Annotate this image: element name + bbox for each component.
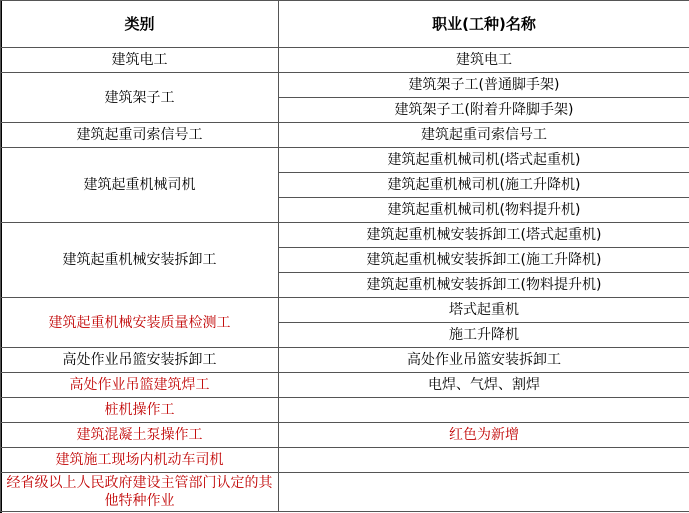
occupation-cell: 施工升降机 bbox=[279, 323, 689, 348]
occupation-cell: 建筑起重司索信号工 bbox=[279, 123, 689, 148]
category-cell-new: 桩机操作工 bbox=[1, 398, 279, 423]
category-cell: 建筑起重机械安装拆卸工 bbox=[1, 223, 279, 298]
table-row bbox=[1, 148, 689, 173]
occupation-cell: 建筑起重机械司机(塔式起重机) bbox=[279, 148, 689, 173]
header-category: 类别 bbox=[1, 1, 279, 48]
header-occupation-name: 职业(工种)名称 bbox=[279, 1, 689, 48]
category-cell-new: 建筑起重机械安装质量检测工 bbox=[1, 298, 279, 348]
occupation-cell bbox=[279, 398, 689, 423]
category-cell: 建筑电工 bbox=[1, 48, 279, 73]
occupation-cell: 电焊、气焊、割焊 bbox=[279, 373, 689, 398]
occupation-cell: 建筑起重机械司机(物料提升机) bbox=[279, 198, 689, 223]
table-row bbox=[1, 398, 689, 423]
table-row bbox=[1, 473, 689, 512]
occupation-cell: 建筑起重机械安装拆卸工(物料提升机) bbox=[279, 273, 689, 298]
category-cell-new: 高处作业吊篮建筑焊工 bbox=[1, 373, 279, 398]
occupation-cell: 建筑起重机械司机(施工升降机) bbox=[279, 173, 689, 198]
table-row bbox=[1, 448, 689, 473]
occupation-cell: 建筑起重机械安装拆卸工(施工升降机) bbox=[279, 248, 689, 273]
category-cell-new: 建筑施工现场内机动车司机 bbox=[1, 448, 279, 473]
category-cell: 建筑架子工 bbox=[1, 73, 279, 123]
category-cell: 建筑起重机械司机 bbox=[1, 148, 279, 223]
occupation-cell: 塔式起重机 bbox=[279, 298, 689, 323]
occupation-cell: 建筑架子工(附着升降脚手架) bbox=[279, 98, 689, 123]
occupation-cell bbox=[279, 473, 689, 512]
legend-note: 红色为新增 bbox=[279, 423, 689, 448]
occupation-cell: 高处作业吊篮安装拆卸工 bbox=[279, 348, 689, 373]
category-cell: 高处作业吊篮安装拆卸工 bbox=[1, 348, 279, 373]
table-row bbox=[1, 223, 689, 248]
occupation-cell: 建筑电工 bbox=[279, 48, 689, 73]
table-row bbox=[1, 73, 689, 98]
category-cell-new: 经省级以上人民政府建设主管部门认定的其他特种作业 bbox=[1, 473, 279, 512]
table-row bbox=[1, 123, 689, 148]
occupation-cell: 建筑架子工(普通脚手架) bbox=[279, 73, 689, 98]
table-row bbox=[1, 48, 689, 73]
occupation-cell: 建筑起重机械安装拆卸工(塔式起重机) bbox=[279, 223, 689, 248]
table-row bbox=[1, 373, 689, 398]
occupation-cell bbox=[279, 448, 689, 473]
table-row bbox=[1, 423, 689, 448]
category-cell: 建筑起重司索信号工 bbox=[1, 123, 279, 148]
category-cell-new: 建筑混凝土泵操作工 bbox=[1, 423, 279, 448]
table-header-row bbox=[1, 1, 689, 48]
table-row bbox=[1, 298, 689, 323]
table-row bbox=[1, 348, 689, 373]
